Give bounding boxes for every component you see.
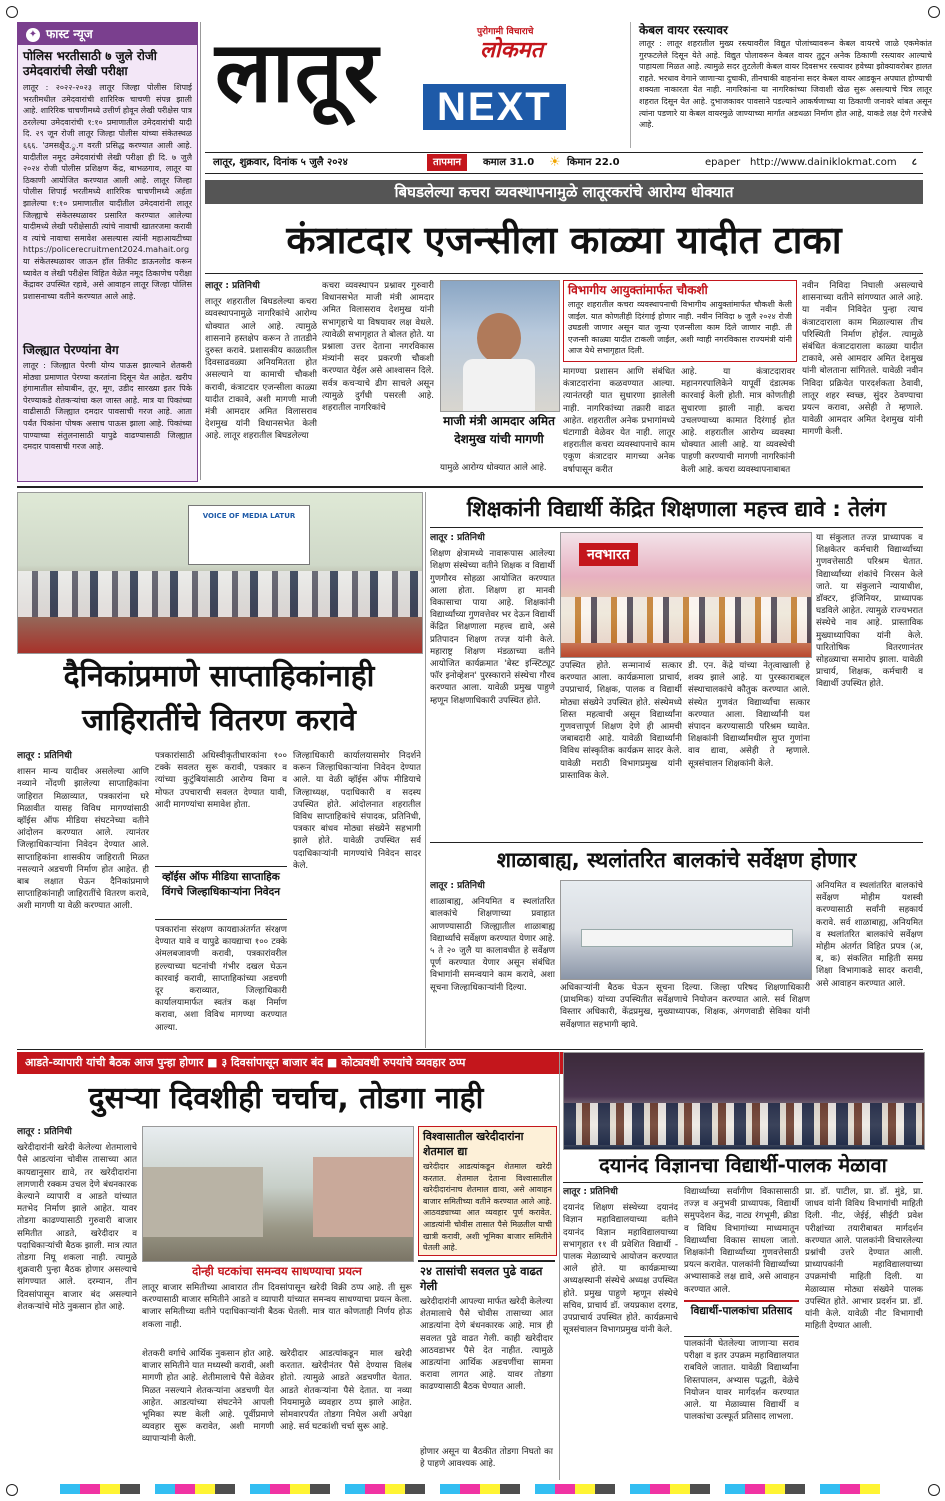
fast-news-head-2: जिल्ह्यात पेरण्यांना वेग	[23, 343, 119, 357]
fast-news-header	[18, 23, 197, 45]
lead-dateline: लातूर : प्रतिनिधी	[205, 281, 260, 291]
color-bar	[60, 1484, 880, 1494]
strike-strip: आडते-व्यापारी यांची बैठक आज पुन्हा होणार ■ ३ दिवसांपासून बाजार बंद ■ कोट्यवधी रुपयांचे व्यवहार ठप्प	[17, 1052, 563, 1074]
survey-col-3: अनियमित व स्थलांतरित बालकांचे सर्वेक्षण मोहीम यशस्वी करण्यासाठी सर्वांनी सहकार्य करावे. सर्व शाळाबाह्य, अनियमित व स्थलांतरित बालकांचे सर्वेक्षण मोहीम अंतर्गत विहित प्रपत्र (अ, ब, क) संकलित माहिती समग्र शिक्षा विभागाकडे सादर करावी, असे आवाहन करण्यात आले.	[816, 881, 923, 989]
registration-mark	[6, 1484, 18, 1496]
sun-icon: ☀	[549, 155, 561, 170]
voices-crowd	[18, 571, 422, 617]
voices-col-2b: पत्रकारांना संरक्षण कायद्याअंतर्गत संरक्षण देण्यात यावे व यापुढे कायद्याचा १०० टक्के अंमलबजावणी करावी, पत्रकारांवरील हल्ल्याच्या घटनांची गंभीर दखल घेऊन कारवाई करावी, साप्ताहिकांच्या अडचणी दूर कराव्यात, जिल्हाधिकारी कार्यालयामार्फत स्वतंत्र कक्ष निर्माण करावा, अशा विविध मागण्या करण्यात आल्या.	[155, 925, 287, 1033]
teachers-dateline: लातूर : प्रतिनिधी	[430, 533, 485, 543]
survey-photo-table	[581, 929, 793, 947]
lead-sub-box	[563, 280, 797, 362]
voices-sub-box	[155, 866, 287, 920]
strike-photo-building	[313, 1157, 413, 1237]
dayanand-sub-head: विद्यार्थी-पालकांचा प्रतिसाद	[690, 1305, 793, 1317]
dayanand-col-2: विद्यार्थ्यांच्या सर्वांगीण विकासासाठी तज्ज्ञ व अनुभवी प्राध्यापक, विद्यार्थी समुपदेशन केंद्र, नाट्य रंगभूमी, क्रीडा व विविध विभागांच्या माध्यमातून विद्यार्थ्यांचा विकास साधला जातो. शिक्षकांनी विद्यार्थ्यांच्या गुणवत्तेसाठी प्रयत्न करावेत. पालकांनी विद्यार्थ्यांच्या अभ्यासाकडे लक्ष द्यावे, असे आवाहन करण्यात आले.	[684, 1187, 799, 1295]
strike-box-2-head: २४ तासांची सवलत पुढे वाढत गेली	[418, 1260, 555, 1296]
masthead-title: लातूर	[215, 23, 379, 121]
lead-photo	[440, 280, 560, 412]
dayanand-sub-box	[684, 1300, 799, 1337]
teachers-photo-group	[561, 597, 811, 643]
voices-headline: दैनिकांप्रमाणे साप्ताहिकांनाही जाहिरातींचे वितरण करावे	[63, 659, 375, 738]
divider	[559, 1052, 560, 1480]
lead-col-1-text: लातूर शहरातील बिघडलेल्या कचरा व्यवस्थापनामुळे नागरिकांचे आरोग्य धोक्यात आले आहे. त्यामुळे शासनाने हस्तक्षेप करून ते तातडीने दुरुस्त करावे. प्रशासकीय काळातील दिवसाढवळ्या अनियमितता होत असल्याने या कामाची चौकशी करावी, कंत्राटदार एजन्सीला काळ्या यादीत टाकावे, अशी मागणी माजी मंत्री आमदार अमित विलासराव देशमुख यांनी विधानसभेत केली आहे. लातूर शहरातील बिघडलेल्या	[205, 297, 317, 442]
lead-sub-body: लातूर शहरातील कचरा व्यवस्थापनाची विभागीय आयुक्तांमार्फत चौकशी केली जाईल. यात कोणतीही दिरंगाई होणार नाही. नवीन निविदा ७ जुलै २०२४ रोजी उघडली जाणार असून यात जुन्या एजन्सीला काम दिले जाणार नाही. ती एजन्सी काळ्या यादीत टाकली जाईल, अशी ग्वाही नगरविकास राज्यमंत्री यांनी आज येथे सभागृहात दिली.	[568, 300, 792, 356]
dayanand-photo	[563, 1052, 925, 1150]
strike-photo	[142, 1126, 414, 1262]
fast-news-body-2: लातूर : जिल्ह्यात पेरणी योग्य पाऊस झाल्याने शेतकरी मोठ्या प्रमाणात पेरण्या करतांना दिसून येत आहेत. खरीप हंगामातील सोयाबीन, तूर, मूग, उडीद सारख्या इतर पिके पेरण्याकडे शेतकऱ्यांचा कल जास्त आहे. मात्र या पिकांच्या वाढीसाठी जिल्ह्यात दमदार पावसाची गरज आहे. आता पर्यंत पिकांना पोषक असाच पाऊस झाला आहे. पिकांच्या पाण्याच्या संतुलनासाठी यापुढे वाढण्यासाठी जिल्ह्यात दमदार पावसाची गरज आहे.	[23, 361, 192, 452]
lead-col-4: मागण्या प्रशासन आणि संबंधित कंत्राटदारांना कळवण्यात आल्या. त्यानंतरही यात सुधारणा झालेली नाही. नागरिकांच्या तक्रारी वाढत आहेत. शहरातील अनेक प्रभागांमध्ये घंटागाडी वेळेवर येत नाही. लातूर शहरातील कचरा व्यवस्थापनाचे काम एकूण कंत्राटदार मागच्या अनेक वर्षापासून करीत	[563, 367, 675, 475]
voices-col-1-text: शासन मान्य यादीवर असलेल्या आणि नव्याने नोंदणी झालेल्या साप्ताहिकांना जाहिरात मिळाव्यात, पत्रकारांना घरे मिळावीत यासह विविध मागण्यांसाठी व्हॉईस ऑफ मीडिया संघटनेच्या वतीने आंदोलन करण्यात आले. त्यानंतर जिल्हाधिकाऱ्यांना निवेदन देण्यात आले. साप्ताहिकांना शासकीय जाहिराती मिळत नसल्याने अडचणी निर्माण होत आहेत. ही बाब लक्षात घेऊन दैनिकांप्रमाणे साप्ताहिकांनाही जाहिरातींचे वितरण करावे, अशी मागणी या वेळी करण्यात आली.	[17, 767, 149, 912]
strike-col-2: शेतकरी वर्गाचे आर्थिक नुकसान होत आहे. बाजार समितीने यात मध्यस्थी करावी, अशी मागणी होत आहे. शेतीमालाचे पैसे वेळेवर मिळत नसल्याने शेतकऱ्यांना अडचणी येत आहेत. आडत्यांच्या संघटनेने आपली भूमिका स्पष्ट केली आहे. पूर्वीप्रमाणे व्यवहार सुरू करावेत, अशी मागणी व्यापाऱ्यांनी केली.	[142, 1349, 274, 1445]
lead-col-6: नवीन निविदा निघाली असल्याचे शासनाच्या वतीने सांगण्यात आले आहे. या नवीन निविदेत पुन्हा त्याच कंत्राटदाराला काम मिळाल्यास तीच परिस्थिती निर्माण होईल. त्यामुळे संबंधित कंत्राटदाराला काळ्या यादीत टाकावे, असे आमदार अमित देशमुख यांनी बोलताना सांगितले. यावेळी नवीन निविदा प्रक्रियेत पारदर्शकता ठेवावी, लातूर शहर स्वच्छ, सुंदर ठेवण्याचा प्रयत्न करावा, असेही ते म्हणाले. यावेळी आमदार अमित देशमुख यांनी मागणी केली.	[802, 281, 923, 438]
survey-col-1-text: शाळाबाह्य, अनियमित व स्थलांतरित बालकांचे शिक्षणाच्या प्रवाहात आणण्यासाठी जिल्ह्यातील शाळाबाह्य विद्यार्थ्यांचे सर्वेक्षण करण्यात येणार आहे. ५ ते २० जुलै या कालावधीत हे सर्वेक्षण पूर्ण करण्यात येणार असून संबंधित विभागांनी समन्वयाने काम करावे, अशा सूचना जिल्हाधिकाऱ्यांनी दिल्या.	[430, 897, 555, 993]
registration-mark	[6, 6, 18, 18]
lead-col-1	[205, 280, 317, 476]
voices-col-1	[17, 750, 149, 1048]
strike-box-2-body: खरेदीदारांनी आपल्या मार्फत खरेदी केलेल्या शेतमालाचे पैसे चोवीस तासाच्या आत आडत्यांना देणे बंधनकारक आहे. मात्र ही सवलत पुढे वाढत गेली. काही खरेदीदार आठवडाभर पैसे देत नाहीत. त्यामुळे आडत्यांना आर्थिक अडचणींचा सामना करावा लागत आहे. यावर तोडगा काढण्यासाठी बैठक घेण्यात आली.	[420, 1297, 553, 1393]
voices-col-3: जिल्हाधिकारी कार्यालयासमोर निदर्शने करून जिल्हाधिकाऱ्यांना निवेदन देण्यात आले. या वेळी व्हॉईस ऑफ मीडियाचे जिल्हाध्यक्ष, पदाधिकारी व सदस्य उपस्थित होते. आंदोलनात शहरातील विविध साप्ताहिकांचे संपादक, प्रतिनिधी, पत्रकार बांधव मोठ्या संख्येने सहभागी झाले होते. यावेळी उपस्थित सर्व पदाधिकाऱ्यांनी मागण्यांचे निवेदन सादर केले.	[293, 751, 421, 871]
survey-col-1	[430, 880, 555, 1046]
divider	[563, 1182, 923, 1183]
strike-headline: दुसऱ्या दिवशीही चर्चाच, तोडगा नाही	[88, 1081, 484, 1116]
temp-max: कमाल 31.0	[483, 157, 535, 168]
survey-dateline: लातूर : प्रतिनिधी	[430, 881, 485, 891]
teachers-col-3: डी. एन. केंद्रे यांच्या नेतृत्वाखाली हे शक्य झाले आहे. या पुरस्काराबद्दल संस्थाचालकांचे कौतुक करण्यात आले. संस्थेत गुणवंत विद्यार्थ्यांचा सत्कार करण्यात आला. विद्यार्थ्यांनी यश संपादन करण्यासाठी परिश्रम घ्यावेत. शिक्षकांनी विद्यार्थ्यांमधील सुप्त गुणांना वाव द्यावा, असेही ते म्हणाले. सूत्रसंचालन शिक्षकांनी केले.	[688, 661, 810, 769]
lead-photo-person	[477, 313, 521, 363]
teachers-col-4: या संकुलात तज्ज्ञ प्राध्यापक व शिक्षकेतर कर्मचारी विद्यार्थ्यांच्या गुणवत्तेसाठी परिश्रम घेतात. विद्यार्थ्यांच्या शंकांचे निरसन केले जाते. या संकुलाने न्यायाधीश, डॉक्टर, इंजिनियर, प्राध्यापक घडविले आहेत. त्यामुळे राज्यभरात संस्थेचे नाव आहे. प्रास्ताविक मुख्याध्यापिका यांनी केले. पारितोषिक वितरणानंतर सोहळ्याचा समारोप झाला. यावेळी प्राचार्य, शिक्षक, कर्मचारी व विद्यार्थी उपस्थित होते.	[816, 533, 923, 690]
cable-news-head: केबल वायर रस्त्यावर	[639, 23, 728, 37]
lead-photo-caption: माजी मंत्री आमदार अमित देशमुख यांची मागणी	[443, 414, 555, 446]
masthead-brand: लोकमत	[480, 38, 544, 63]
voices-banner	[188, 505, 310, 565]
masthead	[205, 20, 625, 150]
dayanand-col-1	[563, 1186, 678, 1480]
teachers-photo-label: नवभारत	[579, 543, 638, 566]
strike-box-1	[418, 1126, 557, 1256]
cable-news-box	[630, 22, 932, 148]
masthead-tagline: पुरोगामी विचाराचे	[477, 27, 534, 37]
lead-photo-body	[463, 359, 535, 411]
dayanand-headline: दयानंद विज्ञानचा विद्यार्थी-पालक मेळावा	[599, 1153, 887, 1177]
fast-news-head-1: पोलिस भरतीसाठी ७ जुले रोजी उमेदवारांची लेखी परीक्षा	[23, 49, 157, 78]
strike-col-3: खरेदीदार आडत्यांकडून माल खरेदी करतात. खरेदीनंतर पैसे देण्यास विलंब होतो. त्यामुळे आडते अडचणीत येतात. आडते शेतकऱ्यांना पैसे देतात. या नव्या नियमामुळे व्यवहार ठप्प झाले आहेत. सोमवारपर्यंत तोडगा निघेल अशी अपेक्षा आहे. सर्व घटकांशी चर्चा सुरू आहे.	[280, 1349, 412, 1433]
temp-min: किमान 22.0	[567, 157, 620, 168]
strike-dateline: लातूर : प्रतिनिधी	[17, 1127, 72, 1137]
dateline-text: लातूर, शुक्रवार, दिनांक ५ जुलै २०२४	[213, 157, 348, 168]
strike-box-2	[418, 1260, 555, 1480]
strike-photo-building	[143, 1167, 263, 1237]
masthead-next: NEXT	[423, 84, 566, 130]
registration-mark	[928, 1484, 940, 1496]
survey-headline: शाळाबाह्य, स्थलांतरित बालकांचे सर्वेक्षण होणार	[496, 848, 857, 872]
lead-headline: कंत्राटदार एजन्सीला काळ्या यादीत टाका	[286, 218, 842, 262]
divider	[17, 486, 923, 488]
dateline-bar	[205, 152, 923, 174]
teachers-col-2: उपस्थित होते. सन्मानार्थ सत्कार करण्यात आला. कार्यक्रमाला प्राचार्य, उपप्राचार्य, शिक्षक, पालक व विद्यार्थी मोठ्या संख्येने उपस्थित होते. संस्थेमध्ये शिस्त महत्वाची असून विद्यार्थ्यांना गुणवत्तापूर्ण शिक्षण देणे ही आमची जबाबदारी आहे. यावेळी विद्यार्थ्यांनी विविध सांस्कृतिक कार्यक्रम सादर केले. यावेळी मराठी विभागप्रमुख यांनी प्रास्ताविक केले.	[560, 661, 682, 781]
survey-photo	[560, 880, 812, 980]
lead-photo-bottom: यामुळे आरोग्य धोक्यात आले आहे.	[440, 463, 547, 473]
dayanand-col-1-text: दयानंद शिक्षण संस्थेच्या दयानंद विज्ञान महाविद्यालयाच्या वतीने दयानंद विज्ञान महाविद्यालयाच्या सभागृहात ११ वी प्रवेशित विद्यार्थी - पालक मेळाव्याचे आयोजन करण्यात आले होते. या कार्यक्रमाच्या अध्यक्षस्थानी संस्थेचे अध्यक्ष उपस्थित होते. प्रमुख पाहुणे म्हणून संस्थेचे सचिव, प्राचार्य डॉ. जयप्रकाश दरगड, उपप्राचार्य उपस्थित होते. कार्यक्रमाचे सूत्रसंचालन विभागप्रमुख यांनी केले.	[563, 1203, 678, 1336]
fast-news-icon: ✦	[26, 28, 40, 42]
teachers-col-1-text: शिक्षण क्षेत्रामध्ये नावारूपास आलेल्या शिक्षण संस्थेच्या वतीने शिक्षक व विद्यार्थी गुणगौरव सोहळा आयोजित करण्यात आला होता. शिक्षण हा मानवी विकासाचा पाया आहे. शिक्षकांनी विद्यार्थ्यांच्या गुणवत्तेवर भर देऊन विद्यार्थी केंद्रित शिक्षणाला महत्त्व द्यावे, असे प्रतिपादन शिक्षण तज्ज्ञ यांनी केले. महाराष्ट्र शिक्षण मंडळाच्या वतीने आयोजित कार्यक्रमात 'बेस्ट इन्स्टिट्यूट फॉर इनोव्हेशन' पुरस्काराने संस्थेचा गौरव करण्यात आला. यावेळी प्रमुख पाहुणे म्हणून शिक्षणाधिकारी उपस्थित होते.	[430, 549, 555, 706]
voices-col-2: पत्रकारांसाठी अधिस्वीकृतीधारकांना १०० टक्के सवलत सुरू करावी, पत्रकार व त्यांच्या कुटुंबियांसाठी आरोग्य विमा व मोफत उपचाराची सवलत देण्यात यावी, आदी मागण्यांचा समावेश होता.	[155, 751, 287, 810]
voices-dateline: लातूर : प्रतिनिधी	[17, 751, 72, 761]
voices-sub-head: व्हॉईस ऑफ मीडिया साप्ताहिक विंगचे जिल्हाधिकाऱ्यांना निवेदन	[161, 871, 281, 898]
teachers-photo	[560, 532, 812, 658]
divider	[200, 22, 201, 480]
divider	[205, 273, 923, 274]
strike-col-1-text: खरेदीदारांनी खरेदी केलेल्या शेतमालाचे पैसे आडत्यांना चोवीस तासाच्या आत कायद्यानुसार द्यावे, तर खरेदीदारांना लागणारी रक्कम उचल देणे बंधनकारक केल्याने व्यापारी व आडते यांच्यात मतभेद निर्माण झाले आहेत. यावर तोडगा काढण्यासाठी गुरुवारी बाजार समितीत आडते, खरेदीदार व पदाधिकाऱ्यांची बैठक झाली. मात्र त्यात तोडगा निघू शकला नाही. त्यामुळे शुक्रवारी पुन्हा बैठक होणार असल्याचे सांगण्यात आले. दरम्यान, तीन दिवसांपासून बाजार बंद असल्याने शेतकऱ्यांचे मोठे नुकसान होत आहे.	[17, 1143, 137, 1312]
page-number: ८	[911, 157, 917, 168]
lead-sub-head: विभागीय आयुक्तांमार्फत चौकशी	[568, 283, 708, 297]
lead-col-5: आहे. या कंत्राटदारावर महानगरपालिकेने यापूर्वी दंडात्मक कारवाई केली होती. मात्र कोणतीही सुधारणा झाली नाही. कचरा उचलण्याच्या कामात दिरंगाई होत आहे. शहरातील आरोग्य व्यवस्था धोक्यात आली आहे. या व्यवस्थेची पाहणी करण्याची मागणी नागरिकांनी केली आहे. कचरा व्यवस्थापनाबाबत	[681, 367, 795, 475]
voices-photo	[17, 492, 423, 654]
strike-caption: दोन्ही घटकांचा समन्वय साधण्याचा प्रयत्न	[192, 1264, 362, 1278]
dayanand-dateline: लातूर : प्रतिनिधी	[563, 1187, 618, 1197]
epaper-label: epaper	[705, 157, 741, 168]
strike-box-1-head: विश्वासातील खरेदीदारांना शेतमाल द्या	[423, 1130, 524, 1158]
fast-news-panel	[17, 22, 198, 482]
cable-news-body: लातूर : लातूर शहरातील मुख्य रस्त्यावरील विद्युत पोलांच्यावरून केबल वायरचे जाळे एकमेकांत गुरफटलेले दिसून येते आहे. विद्युत पोलावरून केबल वायर तुटून अनेक ठिकाणी रस्त्यावर आल्याचे पाहायला मिळत आहे. त्यामुळे सदर तुटलेली केबल वायर दिवसभर रस्त्यावर हवेच्या झोक्यावरोबर हालत राहते. भरधाव वेगाने जाणाऱ्या दुचाकी, तीनचाकी वाहनांना सदर केबल वायर आडकून अपघात होण्याची शक्यता नाकारता येत नाही. नागरिकांना या नागरिकांच्या जिवाशी खेळ सुरू असल्याचे चित्र लातूर शहरात दिसून येत आहे. दुभाजकावर पावसाने पडल्याने आकर्षणाच्या या ठिकाणी जनावरे थांबत असून त्यांना पडणारे या केबल वायरमुळे जाण्याच्या मार्गात अडथळा निर्माण होत आहे, याकडे लक्ष देणे गरजेचे आहे.	[639, 39, 932, 130]
teachers-headline: शिक्षकांनी विद्यार्थी केंद्रित शिक्षणाला महत्त्व द्यावे : तेलंग	[466, 497, 887, 521]
fast-news-label: फास्ट न्यूज	[46, 27, 93, 41]
divider	[425, 492, 426, 1048]
lead-col-2: कचरा व्यवस्थापन प्रश्नावर गुरुवारी विधानसभेत माजी मंत्री आमदार अमित विलासराव देशमुख यांनी सभागृहाचे या विषयावर लक्ष वेधले. त्यावेळी सभागृहात ते बोलत होते. या प्रश्नाला उत्तर देताना नगरविकास मंत्र्यांनी सदर प्रकरणी चौकशी करण्यात येईल असे आश्वासन दिले. सर्वत्र कचऱ्याचे ढीग साचले असून त्यामुळे दुर्गंधी पसरली आहे. शहरातील नागरिकांचे	[322, 281, 434, 414]
divider	[430, 527, 923, 528]
temp-label: तापमान	[427, 154, 467, 171]
dayanand-photo-stage	[564, 1103, 924, 1145]
strike-col-1	[17, 1126, 137, 1480]
dayanand-col-3: प्रा. डॉ. पाटील, प्रा. डॉ. मुंडे, प्रा. जाधव यांनी विविध विभागांची माहिती दिली. नीट, जेईई, सीईटी प्रवेश परीक्षांच्या तयारीबाबत मार्गदर्शन करण्यात आले. पालकांनी विचारलेल्या प्रश्नांची उत्तरे देण्यात आली. प्राध्यापकांनी महाविद्यालयाच्या उपक्रमांची माहिती दिली. या मेळाव्यास मोठ्या संख्येने पालक उपस्थित होते. आभार प्रदर्शन प्रा. डॉ. यांनी केले. यावेळी नीट विभागाची माहिती देण्यात आली.	[805, 1187, 923, 1332]
strike-caption-body: लातूर बाजार समितीच्या आवारात तीन दिवसांपासून खरेदी विक्री ठप्प आहे. ती सुरू करण्यासाठी बाजार समितीने आडते व व्यापारी यांच्यात समन्वय साधण्याचा प्रयत्न केला. बाजार समितीच्या वतीने पदाधिकाऱ्यांनी बैठक घेतली. मात्र यात कोणताही निर्णय होऊ शकला नाही.	[142, 1283, 412, 1330]
survey-col-2: अधिकाऱ्यांनी बैठक घेऊन सूचना दिल्या. जिल्हा परिषद शिक्षणाधिकारी (प्राथमिक) यांच्या उपस्थितीत सर्वेक्षणाचे नियोजन करण्यात आले. सर्व शिक्षण विस्तार अधिकारी, केंद्रप्रमुख, मुख्याध्यापक, शिक्षक, अंगणवाडी सेविका यांनी सर्वेक्षणात सहभागी व्हावे.	[560, 983, 810, 1030]
url-text: http://www.dainiklokmat.com	[750, 157, 897, 168]
registration-mark	[928, 6, 940, 18]
divider	[430, 842, 923, 843]
lead-kicker: बिघडलेल्या कचरा व्यवस्थापनामुळे लातूरकरांचे आरोग्य धोक्यात	[205, 180, 923, 204]
strike-box-1-body: खरेदीदार आडत्यांकडून शेतमाल खरेदी करतात. शेतमाल देताना विश्वासातील खरेदीदारांनाच शेतमाल द्यावा, असे आवाहन बाजार समितीच्या वतीने करण्यात आले आहे. आठवड्याच्या आत व्यवहार पूर्ण करावेत. आडत्यांनी चोवीस तासात पैसे मिळतील याची खात्री करावी, अशी भूमिका बाजार समितीने घेतली आहे.	[423, 1162, 552, 1253]
voices-banner-text: VOICE OF MEDIA LATUR	[202, 512, 296, 520]
divider	[17, 1049, 923, 1050]
dayanand-col-2b: पालकांनी घेतलेल्या जाणाऱ्या सराव परीक्षा व इतर उपक्रम महाविद्यालयात राबविले जातात. यावेळी विद्यार्थ्यांना शिस्तपालन, अभ्यास पद्धती, वेळेचे नियोजन यावर मार्गदर्शन करण्यात आले. या मेळाव्यास विद्यार्थी व पालकांचा उत्स्फूर्त प्रतिसाद लाभला.	[684, 1339, 799, 1423]
fast-news-body-1: लातूर : २०२२-२०२३ लातूर जिल्हा पोलीस शिपाई भरतीमधील उमेदवारांची शारिरिक चाचणी संपन्न झाली आहे. शारिरिक चाचणीमध्ये उत्तीर्ण होवून लेखी परीक्षेस पात्र ठरलेल्या उमेदवारांची १:१० प्रमाणातील उमेदवारांची यादी दि. २९ जून रोजी लातूर जिल्हा पोलीस यांच्या संकेतस्थळ ६६६. 'उमसक्षृैउ.्रु.ग वरती प्रसिद्ध करण्यात आली आहे. यादीतील नमूद उमेदवारांची लेखी परीक्षा ही दि. ७ जुलै २०२४ रोजी पोलीस प्रशिक्षण केंद्र, बाभळगाव, लातूर या ठिकाणी आयोजित करण्यात आली आहे. लातूर जिल्हा पोलीस शिपाई भरतीमध्ये शारिरिक चाचणीमध्ये अर्हता झालेल्या १:१० प्रमाणातील यादीतील उमेदवारांनी लातूर जिल्ह्याचे संकेतस्थळावर प्रसारित करण्यात आलेल्या यादीमध्ये लेखी परीक्षेसाठी त्यांचे नावाची खातरजमा करावी व त्यांचे नावाचा समावेश असल्यास त्यांनी महाआयटीच्या https://policerecruitment2024.mahait.org या संकेतस्थळावर जाऊन हॉल तिकीट डाऊनलोड करून घ्यावेत व लेखी परीक्षेस विहित वेळेत नमूद ठिकाणेच परीक्षा केंद्रावर उपस्थित रहावे, असे आवाहन लातूर जिल्हा पोलिस प्रशासनाच्या वतीने करण्यात आले आहे.	[23, 83, 192, 301]
teachers-col-1	[430, 532, 555, 838]
strike-box-2-tail: होणार असून या बैठकीत तोडगा निघतो का हे पाहणे आवश्यक आहे.	[420, 1447, 553, 1470]
